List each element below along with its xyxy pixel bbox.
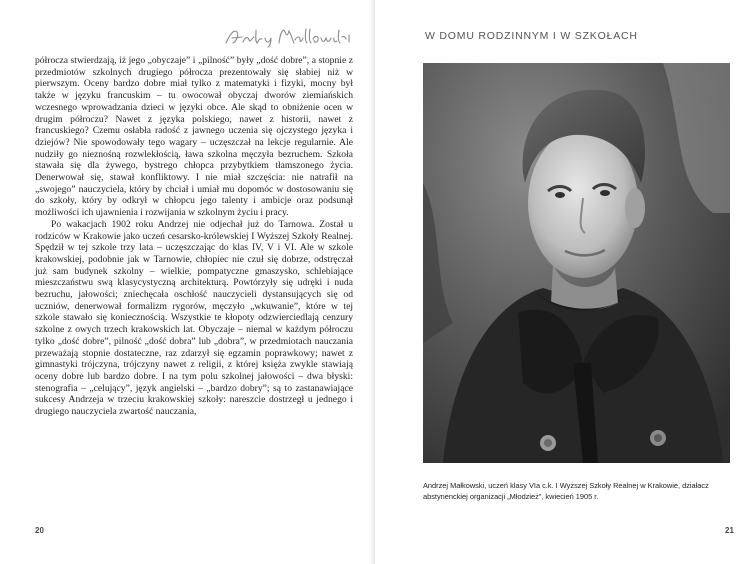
portrait-photograph: [423, 63, 730, 463]
handwritten-signature-icon: [224, 26, 354, 48]
paragraph-2: Po wakacjach 1902 roku Andrzej nie odjechał już do Tarnowa. Został u rodziców w Krakowie jako uczeń cesarsko-królewskiej I Wyższej Szkoły Realnej. Spędził w tej szkole trzy lata – uczęszczając do klas IV, V i VI. Ale w szkole krakowskiej, podobnie jak w Tarnowie, chłopiec nie czuł się dobrze, odstręczał już sam budynek szkolny – wielkie, pompatyczne gmaszysko, schlebiające mieszczaństwu swą klasycystyczną architekturą. Powtórzyły się udręki i nuda bezruchu, jałowości; zniechęcała oschłość nauczycieli dystansujących się od uczniów, denerwował formalizm rygorów, męczyło „wkuwanie”, które w tej szkole stawało się koniecznością. Wszystkie te kłopoty odzwierciedlają cenzury szkolne z owych trzech krakowskich lat. Obyczaje – niemal w każdym półroczu tylko „dość dobre”, pilność „dość dobra” lub „dobra”, w przedmiotach nauczania przeważają stopnie dostateczne, raz zdarzył się egzamin poprawkowy; nawet z gimnastyki trójczyna, trójczyny nawet z religii, z której księża zwykle stawiają oceny dobre lub bardzo dobre. I na tym polu szkolnej jałowości – dwa błyski: stenografia – „celujący”, język angielski – „bardzo dobry”; są to zastanawiające sukcesy Andrzeja w trzeciu krakowskiej szkoły: nareszcie dostrzegł u jednego i drugiego nauczyciela zwartość nauczania,: [35, 218, 353, 418]
photo-caption: Andrzej Małkowski, uczeń klasy VIa c.k. I Wyższej Szkoły Realnej w Krakowie, działacz abstynenckiej organizacji „Młodzież”, kwiecień 1905 r.: [423, 481, 709, 501]
page-number-left: 20: [35, 526, 44, 535]
page-number-right: 21: [725, 526, 734, 535]
author-signature: [224, 26, 354, 48]
right-page: [375, 0, 750, 564]
paragraph-1: półrocza stwierdzają, iż jego „obyczaje” i „pilność” były „dość dobre”, a stopnie z przedmiotów szkolnych drugiego półrocza prezentowały się słabiej niż w pierwszym. Oceny bardzo dobre miał tylko z matematyki i fizyki, mocny był także w języku francuskim – tu owocował obyczaj dworów ziemiańskich wczesnego wprowadzania dzieci w języki obce. Ale skąd to obniżenie ocen w drugim półroczu? Nawet z języka polskiego, nawet z historii, nawet z francuskiego? Czemu osłabła radość z jawnego uczenia się ojczystego języka i dziejów? Nie spowodowały tego wagary – uczęszczał na lekcje regularnie. Ale nudziły go nieznośną rozwlekłością, ława szkolna męczyła bezruchem. Szkoła stawała się dla żywego, bystrego chłopca przybytkiem tłamszonego życia. Denerwował się, stawał konfliktowy. I nie miał szczęścia: nie natrafił na „swojego” nauczyciela, który by chciał i umiał mu dopomóc w dostosowaniu się do szkoły, który by odkrył w chłopcu jego talenty i ambicje oraz podsunął możliwości ich ujawnienia i rozwijania w szkolnym życiu i pracy.: [35, 55, 353, 219]
body-text: [35, 55, 353, 418]
running-head: W DOMU RODZINNYM I W SZKOŁACH: [425, 30, 638, 42]
portrait-photo-image: [423, 63, 730, 463]
